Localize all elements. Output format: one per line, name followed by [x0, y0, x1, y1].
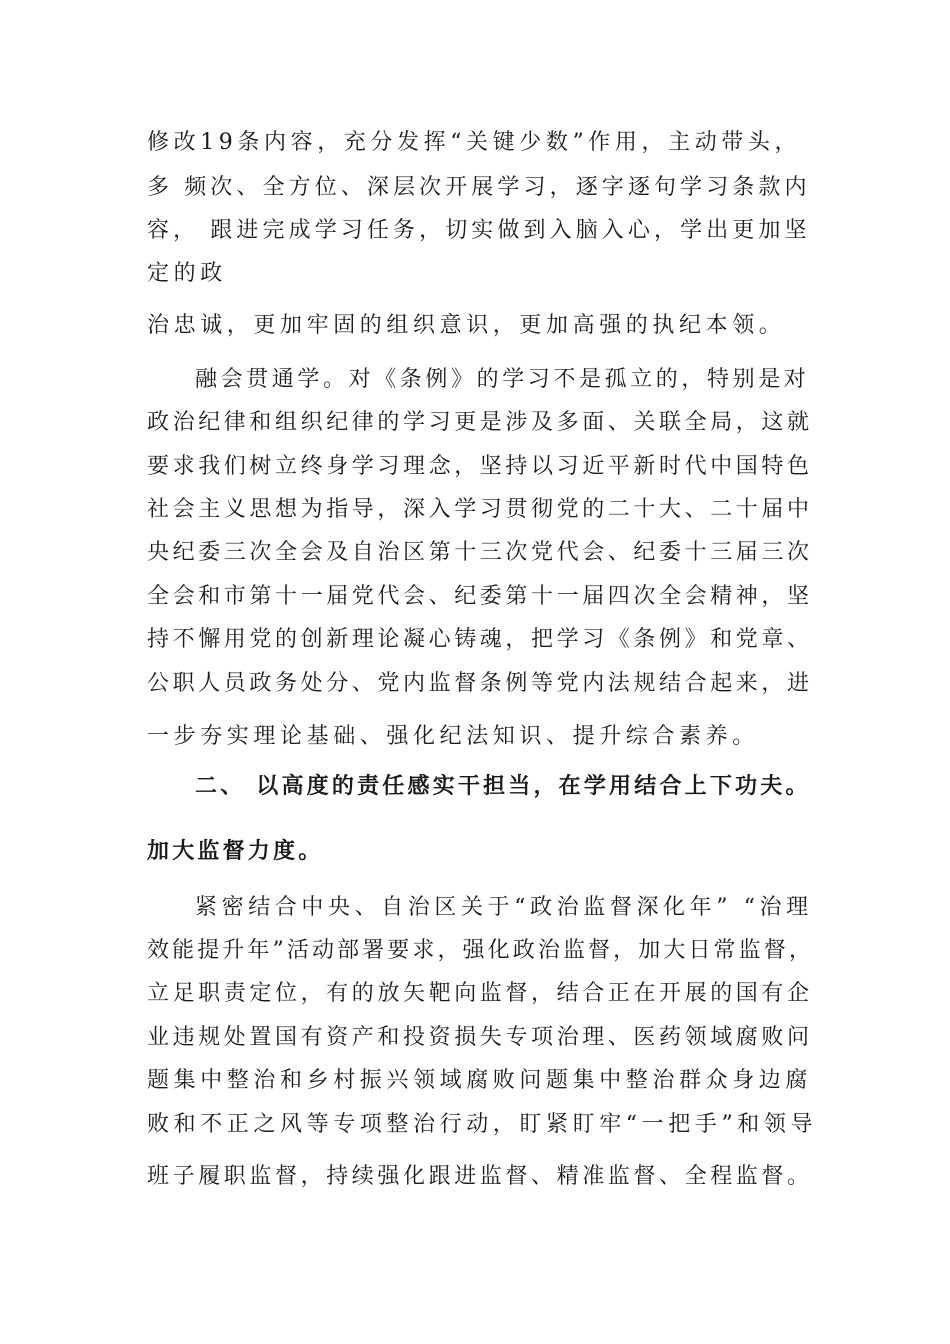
text-line: 社会主义思想为指导，深入学习贯彻党的二十大、二十届中: [147, 497, 813, 522]
text-line: 题集中整治和乡村振兴领域腐败问题集中整治群众身边腐: [147, 1068, 813, 1093]
paragraph-start-line: 融会贯通学。对《条例》的学习不是孤立的，特别是对: [195, 367, 810, 392]
text-line: 容， 跟进完成学习任务，切实做到入脑入心，学出更加坚: [147, 218, 811, 243]
text-line: 班子履职监督，持续强化跟进监督、精准监督、全程监督。: [147, 1164, 813, 1189]
text-line: 立足职责定位，有的放矢靶向监督，结合正在开展的国有企: [147, 981, 813, 1006]
text-line: 持不懈用党的创新理论凝心铸魂，把学习《条例》和党章、: [147, 627, 813, 652]
text-line: 定的政: [147, 261, 227, 286]
paragraph-start-line: 紧密结合中央、自治区关于“政治监督深化年” “治理: [195, 895, 813, 920]
text-line: 多 频次、全方位、深层次开展学习，逐字逐句学习条款内: [147, 175, 811, 200]
section-heading: 二、 以高度的责任感实干担当，在学用结合上下功夫。: [195, 774, 811, 799]
text-line: 修改19条内容，充分发挥“关键少数”作用，主动带头，: [147, 130, 802, 155]
text-line: 全会和市第十一届党代会、纪委第十一届四次全会精神，坚: [147, 584, 813, 609]
text-line: 要求我们树立终身学习理念，坚持以习近平新时代中国特色: [147, 454, 813, 479]
text-line: 公职人员政务处分、党内监督条例等党内法规结合起来，进: [147, 671, 813, 696]
text-line: 一步夯实理论基础、强化纪法知识、提升综合素养。: [147, 724, 759, 749]
text-line: 败和不正之风等专项整治行动，盯紧盯牢“一把手”和领导: [147, 1112, 818, 1137]
subsection-heading: 加大监督力度。: [147, 839, 324, 864]
text-line: 效能提升年”活动部署要求，强化政治监督，加大日常监督，: [147, 938, 814, 963]
text-line: 业违规处置国有资产和投资损失专项治理、医药领域腐败问: [147, 1025, 813, 1050]
text-line: 政治纪律和组织纪律的学习更是涉及多面、关联全局，这就: [147, 410, 813, 435]
text-line: 治忠诚，更加牢固的组织意识，更加高强的执纪本领。: [147, 313, 786, 338]
text-line: 央纪委三次全会及自治区第十三次党代会、纪委十三届三次: [147, 540, 813, 565]
